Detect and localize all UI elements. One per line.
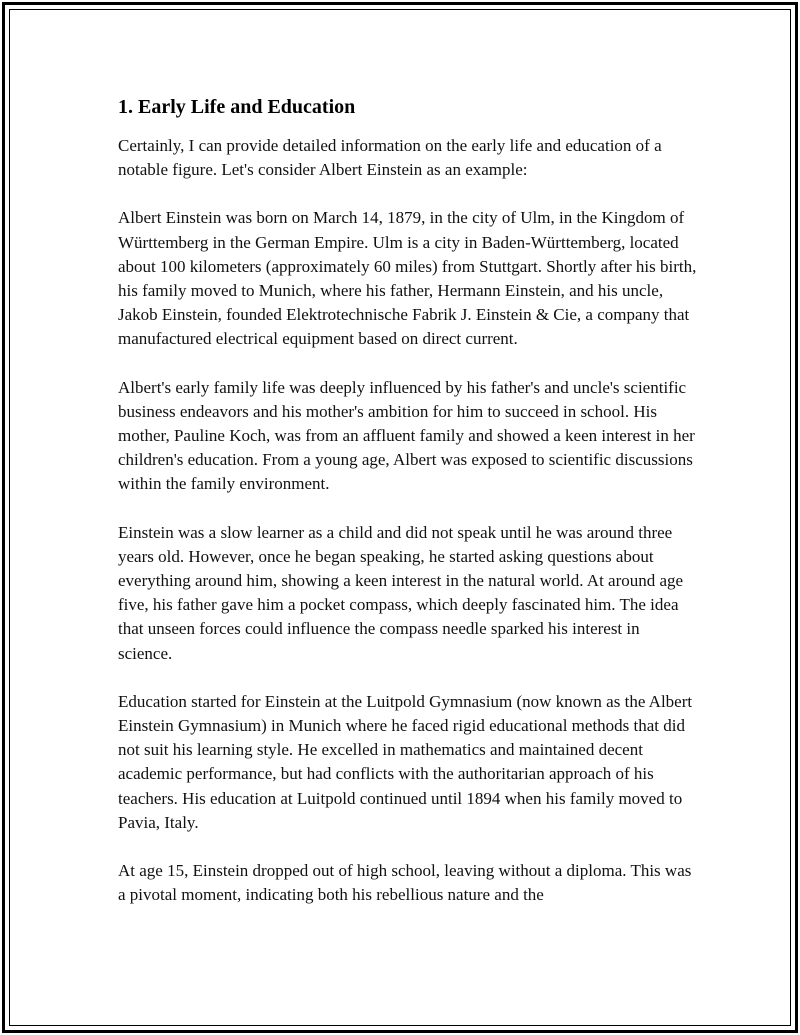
- paragraph-intro: Certainly, I can provide detailed information on the early life and education of a notable figure. Let's consider Albert Einstein as an example:: [118, 136, 662, 180]
- section-heading: 1. Early Life and Education: [118, 96, 356, 118]
- paragraph-birth: Albert Einstein was born on March 14, 1879, in the city of Ulm, in the Kingdom of Württemberg in the German Empire. Ulm is a city in Baden-Württemberg, located about 100 kilometers (approximately 60 miles) from Stuttgart. Shortly after his birth, his family moved to Munich, where his father, Hermann Einstein, and his uncle, Jakob Einstein, founded Elektrotechnische Fabrik J. Einstein & Cie, a company that manufactured electrical equipment based on direct current.: [118, 208, 697, 349]
- paragraph-family: Albert's early family life was deeply influenced by his father's and uncle's scientific business endeavors and his mother's ambition for him to succeed in school. His mother, Pauline Koch, was from an affluent family and showed a keen interest in her children's education. From a young age, Albert was exposed to scientific discussions within the family environment.: [118, 377, 695, 494]
- document-body: [118, 94, 698, 931]
- paragraph-childhood: Einstein was a slow learner as a child and did not speak until he was around three years old. However, once he began speaking, he started asking questions about everything around him, showing a keen interest in the natural world. At around age five, his father gave him a pocket compass, which deeply fascinated him. The idea that unseen forces could influence the compass needle sparked his interest in science.: [118, 522, 684, 663]
- paragraph-education: Education started for Einstein at the Luitpold Gymnasium (now known as the Albert Einstein Gymnasium) in Munich where he faced rigid educational methods that did not suit his learning style. He excelled in mathematics and maintained decent academic performance, but had conflicts with the authoritarian approach of his teachers. His education at Luitpold continued until 1894 when his family moved to Pavia, Italy.: [118, 691, 693, 832]
- paragraph-dropout: At age 15, Einstein dropped out of high school, leaving without a diploma. This was a pivotal moment, indicating both his rebellious nature and the: [118, 861, 692, 905]
